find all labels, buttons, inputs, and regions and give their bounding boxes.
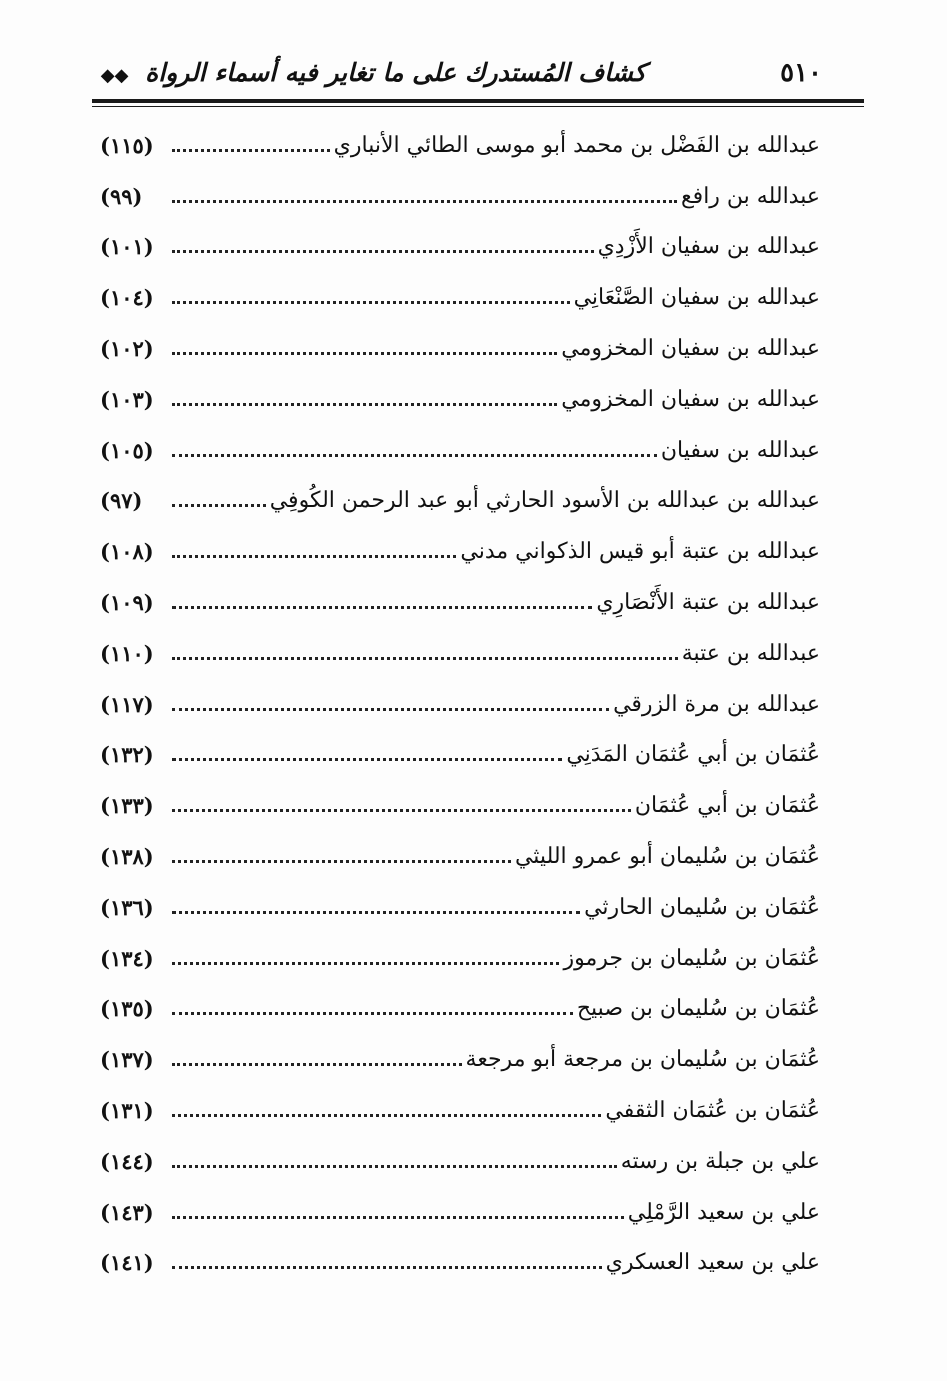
entry-ref: (١٣٣) bbox=[100, 793, 154, 819]
index-entry bbox=[100, 323, 820, 374]
index-entry bbox=[100, 831, 820, 882]
index-entry bbox=[100, 780, 820, 831]
entry-ref: (١٣٦) bbox=[100, 894, 154, 920]
entry-ref: (١٣٧) bbox=[100, 1047, 154, 1073]
entry-ref: (١٣٤) bbox=[100, 945, 154, 971]
entry-name: عُثمَان بن أبي عُثمَان المَدَنِي bbox=[566, 742, 820, 768]
entry-name: عُثمَان بن سُليمان الحارثي bbox=[584, 894, 820, 920]
entry-ref: (١١٠) bbox=[100, 640, 154, 666]
entry-ref: (١٠٨) bbox=[100, 539, 154, 565]
leader-dots bbox=[172, 504, 266, 507]
index-entry bbox=[100, 171, 820, 222]
index-entry bbox=[100, 1187, 820, 1238]
entry-ref: (١٠٥) bbox=[100, 437, 154, 463]
entry-name: عبدالله بن رافع bbox=[680, 183, 820, 209]
index-entry bbox=[100, 679, 820, 730]
index-entry bbox=[100, 425, 820, 476]
index-entry bbox=[100, 374, 820, 425]
index-entry bbox=[100, 1136, 820, 1187]
leader-dots bbox=[172, 454, 657, 457]
leader-dots bbox=[172, 962, 559, 965]
leader-dots bbox=[172, 1114, 601, 1117]
entry-name: عبدالله بن عتبة الأَنْصَارِي bbox=[596, 590, 820, 616]
index-entry bbox=[100, 933, 820, 984]
leader-dots bbox=[172, 403, 557, 406]
leader-dots bbox=[172, 1165, 617, 1168]
entry-ref: (١١٧) bbox=[100, 691, 154, 717]
leader-dots bbox=[172, 911, 580, 914]
entry-name: علي بن جبلة بن رسته bbox=[620, 1148, 820, 1174]
leader-dots bbox=[172, 708, 609, 711]
entry-name: عُثمَان بن عُثمَان الثقفي bbox=[605, 1098, 820, 1124]
entry-ref: (١٣١) bbox=[100, 1098, 154, 1124]
leader-dots bbox=[172, 1012, 573, 1015]
entry-name: عبدالله بن سفيان الأَزْدِي bbox=[597, 234, 820, 260]
entry-name: علي بن سعيد العسكري bbox=[605, 1250, 820, 1276]
entry-name: عبدالله بن عبدالله بن الأسود الحارثي أبو عبد الرحمن الكُوفِي bbox=[269, 488, 820, 514]
page-number: ٥١٠ bbox=[780, 58, 822, 88]
index-entry bbox=[100, 984, 820, 1035]
leader-dots bbox=[172, 301, 570, 304]
entry-ref: (١٣٢) bbox=[100, 742, 154, 768]
entry-ref: (١٠١) bbox=[100, 234, 154, 260]
index-entries bbox=[100, 120, 820, 1288]
header-rule-thick bbox=[92, 99, 864, 103]
entry-ref: (١٠٣) bbox=[100, 386, 154, 412]
leader-dots bbox=[172, 860, 511, 863]
entry-name: عُثمَان بن سُليمان أبو عمرو الليثي bbox=[514, 844, 820, 870]
diamond-ornament-icon: ◆◆ bbox=[100, 65, 129, 86]
leader-dots bbox=[172, 758, 562, 761]
entry-name: عُثمَان بن سُليمان بن جرموز bbox=[563, 945, 820, 971]
page-header bbox=[92, 56, 862, 96]
index-entry bbox=[100, 526, 820, 577]
leader-dots bbox=[172, 1063, 462, 1066]
leader-dots bbox=[172, 1266, 602, 1269]
index-entry bbox=[100, 1238, 820, 1289]
leader-dots bbox=[172, 606, 592, 609]
header-rule-thin bbox=[92, 106, 864, 107]
entry-name: عبدالله بن سفيان المخزومي bbox=[561, 386, 820, 412]
entry-name: عبدالله بن الفَضْل بن محمد أبو موسى الطائي الأنباري bbox=[333, 132, 820, 158]
leader-dots bbox=[172, 809, 631, 812]
index-entry bbox=[100, 1034, 820, 1085]
index-entry bbox=[100, 730, 820, 781]
running-title bbox=[101, 58, 646, 87]
entry-ref: (١٠٩) bbox=[100, 590, 154, 616]
entry-name: عُثمَان بن سُليمان بن مرجعة أبو مرجعة bbox=[465, 1047, 820, 1073]
index-entry bbox=[100, 1085, 820, 1136]
entry-name: عُثمَان بن سُليمان بن صبيح bbox=[576, 996, 820, 1022]
index-entry bbox=[100, 272, 820, 323]
index-entry bbox=[100, 628, 820, 679]
entry-ref: (٩٧) bbox=[100, 488, 143, 514]
index-entry bbox=[100, 577, 820, 628]
entry-ref: (١٣٨) bbox=[100, 844, 154, 870]
entry-name: عبدالله بن عتبة أبو قيس الذكواني مدني bbox=[460, 539, 820, 565]
leader-dots bbox=[172, 1216, 624, 1219]
leader-dots bbox=[172, 149, 330, 152]
entry-ref: (١١٥) bbox=[100, 132, 154, 158]
entry-name: علي بن سعيد الرَّمْلِي bbox=[627, 1199, 820, 1225]
entry-ref: (١٤٣) bbox=[100, 1199, 154, 1225]
entry-name: عبدالله بن سفيان bbox=[660, 437, 820, 463]
entry-name: عبدالله بن سفيان المخزومي bbox=[561, 336, 820, 362]
entry-ref: (١٠٤) bbox=[100, 285, 154, 311]
index-entry bbox=[100, 120, 820, 171]
running-title-text: كشاف المُستدرك على ما تغاير فيه أسماء الرواة bbox=[145, 58, 646, 87]
index-entry bbox=[100, 882, 820, 933]
entry-ref: (١٤١) bbox=[100, 1250, 154, 1276]
leader-dots bbox=[172, 352, 557, 355]
leader-dots bbox=[172, 555, 456, 558]
entry-name: عبدالله بن عتبة bbox=[681, 640, 820, 666]
leader-dots bbox=[172, 657, 678, 660]
entry-name: عُثمَان بن أبي عُثمَان bbox=[634, 793, 820, 819]
leader-dots bbox=[172, 250, 594, 253]
leader-dots bbox=[172, 200, 677, 203]
entry-name: عبدالله بن سفيان الصَّنْعَانِي bbox=[573, 285, 820, 311]
entry-ref: (١٠٢) bbox=[100, 336, 154, 362]
entry-ref: (٩٩) bbox=[100, 183, 143, 209]
entry-ref: (١٤٤) bbox=[100, 1148, 154, 1174]
index-entry bbox=[100, 222, 820, 273]
entry-ref: (١٣٥) bbox=[100, 996, 154, 1022]
entry-name: عبدالله بن مرة الزرقي bbox=[613, 691, 820, 717]
index-entry bbox=[100, 476, 820, 527]
